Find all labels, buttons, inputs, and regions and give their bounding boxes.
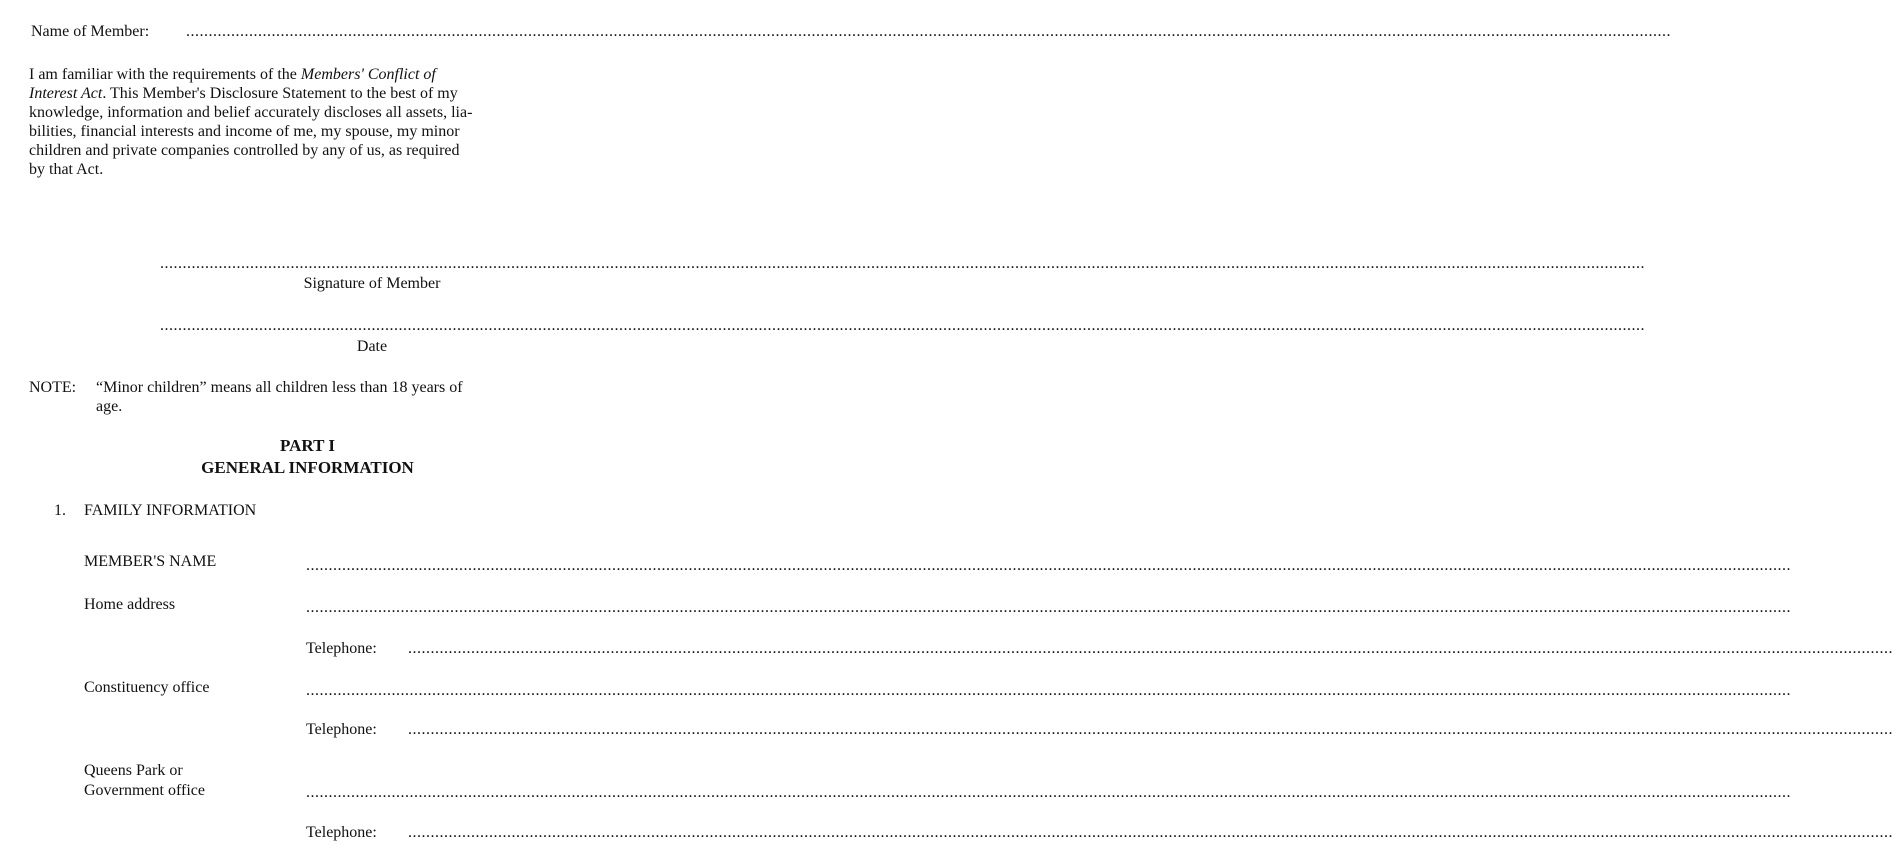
signature-label: Signature of Member (303, 275, 441, 292)
constituency-office-field[interactable]: .......................................................................................................................................................................................................................................................................................................................................... (306, 682, 1791, 699)
statement-line-4: bilities, financial interests and income of me, my spouse, my minor (29, 123, 460, 140)
home-address-field[interactable]: .......................................................................................................................................................................................................................................................................................................................................... (306, 599, 1791, 616)
government-telephone-field[interactable]: .......................................................................................................................................................................................................................................................................................................................................... (408, 824, 1893, 841)
part-title: PART I (280, 436, 335, 455)
home-telephone-label: Telephone: (306, 640, 377, 657)
constituency-telephone-field[interactable]: .......................................................................................................................................................................................................................................................................................................................................... (408, 721, 1893, 738)
member-name-label: Name of Member: (31, 23, 150, 40)
constituency-office-label: Constituency office (84, 679, 210, 696)
date-field[interactable]: .......................................................................................................................................................................................................................................................................................................................................... (160, 317, 1645, 334)
note-line-2: age. (96, 398, 123, 415)
section-title: FAMILY INFORMATION (84, 502, 257, 519)
statement-line-1: I am familiar with the requirements of the Members' Conflict of (29, 66, 436, 83)
note-label: NOTE: (29, 379, 77, 396)
queens-park-label-line-2: Government office (84, 782, 205, 799)
note-line-1: “Minor children” means all children less than 18 years of (96, 379, 463, 396)
member-name-row-label: MEMBER'S NAME (84, 553, 217, 570)
signature-field[interactable]: .......................................................................................................................................................................................................................................................................................................................................... (160, 255, 1645, 272)
constituency-telephone-label: Telephone: (306, 721, 377, 738)
member-name-field[interactable]: .......................................................................................................................................................................................................................................................................................................................................... (186, 23, 1671, 40)
statement-line-3: knowledge, information and belief accurately discloses all assets, lia- (29, 104, 473, 121)
government-telephone-label: Telephone: (306, 824, 377, 841)
home-address-label: Home address (84, 596, 176, 613)
government-office-field[interactable]: .......................................................................................................................................................................................................................................................................................................................................... (306, 784, 1791, 801)
home-telephone-field[interactable]: .......................................................................................................................................................................................................................................................................................................................................... (408, 640, 1893, 657)
statement-line-6: by that Act. (29, 161, 104, 178)
queens-park-label-line-1: Queens Park or (84, 762, 183, 779)
date-label: Date (356, 338, 388, 355)
member-name-row-field[interactable]: .......................................................................................................................................................................................................................................................................................................................................... (306, 557, 1791, 574)
part-subtitle: GENERAL INFORMATION (201, 458, 414, 477)
section-number: 1. (54, 502, 66, 519)
statement-line-2: Interest Act. This Member's Disclosure Statement to the best of my (29, 85, 458, 102)
statement-line-5: children and private companies controlled by any of us, as required (29, 142, 460, 159)
